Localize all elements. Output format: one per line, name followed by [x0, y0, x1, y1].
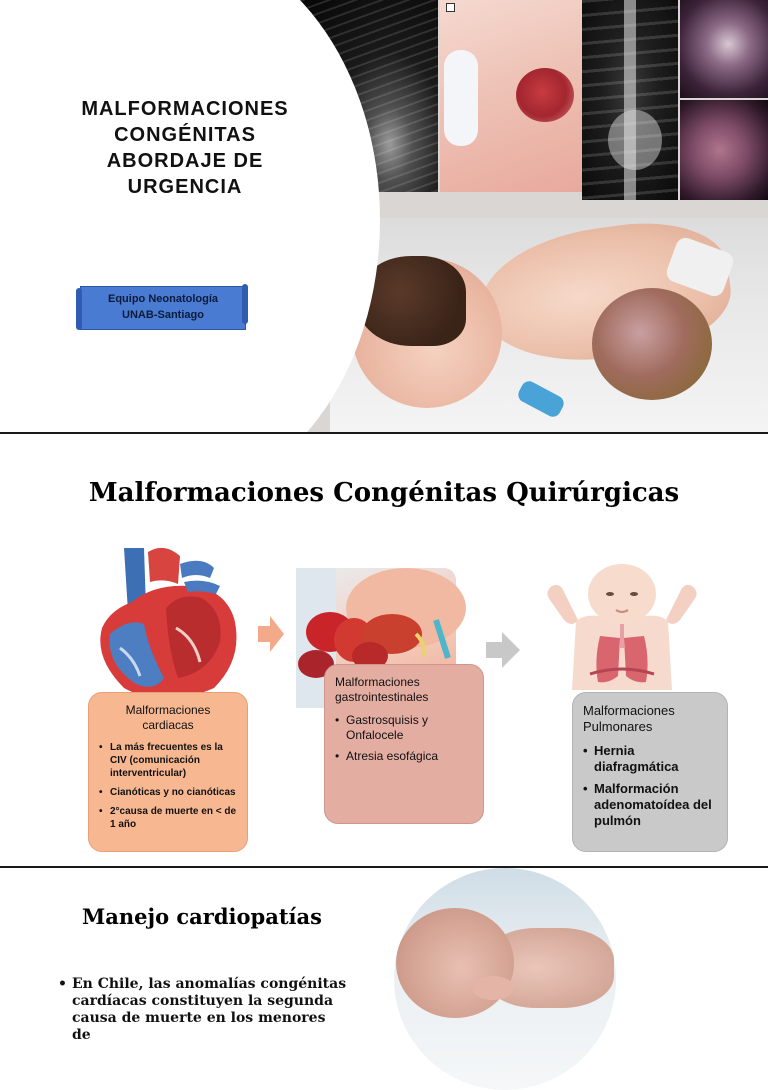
title-line: CONGÉNITAS — [114, 124, 256, 146]
card-title: Malformaciones Pulmonares — [583, 703, 675, 734]
bullet-icon: • — [58, 976, 67, 992]
card-list — [335, 713, 473, 764]
newborn-omphalocele-photo — [330, 218, 768, 432]
list-item: • 2°causa de muerte en < de 1 año — [99, 805, 237, 831]
image-marker-icon — [446, 3, 455, 12]
slide-title: Manejo cardiopatías — [82, 904, 322, 929]
team-badge — [76, 284, 248, 330]
abdominal-wall-defect-image — [440, 0, 582, 192]
presentation-title — [40, 96, 330, 200]
card-title: Malformaciones gastrointestinales — [335, 675, 429, 704]
arrow-right-icon — [258, 614, 284, 654]
card-gastrointestinal-malformations — [324, 664, 484, 824]
title-line: URGENCIA — [127, 176, 243, 198]
card-list — [99, 741, 237, 831]
list-item: • Atresia esofágica — [335, 749, 473, 764]
image-credit — [700, 203, 766, 209]
list-item: • Hernia diafragmática — [583, 743, 717, 775]
card-pulmonary-malformations — [572, 692, 728, 852]
surgical-malformations-slide — [0, 434, 768, 866]
card-cardiac-malformations — [88, 692, 248, 852]
endoscopy-image-top — [680, 0, 768, 98]
slide-title: Malformaciones Congénitas Quirúrgicas — [88, 478, 680, 508]
arrow-right-icon — [486, 630, 520, 670]
title-line: MALFORMACIONES — [81, 98, 289, 120]
list-item: • Gastrosquisis y Onfalocele — [335, 713, 473, 743]
list-item: • Malformación adenomatoídea del pulmón — [583, 781, 717, 829]
list-item: • La más frecuentes es la CIV (comunicación interventricular) — [99, 741, 237, 780]
heart-illustration — [84, 538, 254, 708]
endoscopy-image-bottom — [680, 100, 768, 200]
title-line: ABORDAJE DE — [106, 150, 264, 172]
team-name: Equipo Neonatología — [108, 293, 218, 305]
title-slide — [0, 0, 768, 432]
bullet-text: En Chile, las anomalías congénitas cardíacas constituyen la segunda causa de muerte en los menores de — [72, 976, 347, 1043]
list-item: • Cianóticas y no cianóticas — [99, 786, 237, 799]
card-list — [583, 743, 717, 829]
chest-xray-image — [582, 0, 678, 200]
newborn-incubator-photo — [394, 868, 616, 1090]
baby-lungs-illustration — [542, 564, 702, 694]
cardiopathy-management-slide — [0, 868, 768, 1043]
bullet-item — [58, 976, 348, 1044]
team-location: UNAB-Santiago — [122, 309, 204, 321]
card-title: Malformaciones cardiacas — [125, 703, 211, 732]
